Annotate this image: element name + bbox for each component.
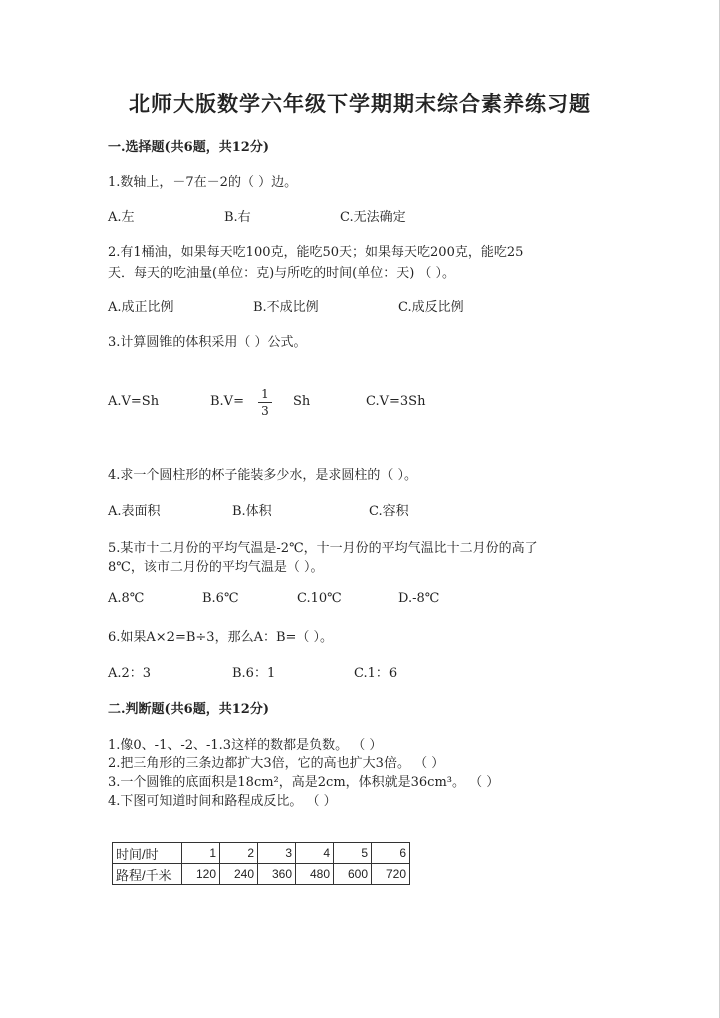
judge-item-3: 3.一个圆锥的底面积是18cm²，高是2cm，体积就是36cm³。 （ ）: [108, 775, 500, 790]
question-3-text: 3.计算圆锥的体积采用（ ）公式。: [108, 335, 307, 350]
q1-option-c[interactable]: C.无法确定: [340, 210, 406, 225]
section-heading-judge: 二.判断题(共6题，共12分): [108, 702, 269, 717]
q2-option-a[interactable]: A.成正比例: [108, 300, 174, 315]
q5-option-a[interactable]: A.8℃: [108, 591, 145, 606]
question-2-line-1: 2.有1桶油，如果每天吃100克，能吃50天；如果每天吃200克，能吃25: [108, 245, 524, 260]
question-4-text: 4.求一个圆柱形的杯子能装多少水，是求圆柱的（ ）。: [108, 468, 418, 483]
fraction-denominator: 3: [261, 404, 269, 418]
page-title: 北师大版数学六年级下学期期末综合素养练习题: [129, 91, 591, 116]
table-row-label: 路程/千米: [113, 864, 182, 885]
table-cell: 120: [182, 864, 220, 885]
table-cell: 720: [372, 864, 410, 885]
section-heading-choice: 一.选择题(共6题，共12分): [108, 140, 269, 155]
question-6-text: 6.如果A×2=B÷3，那么A：B=（ ）。: [108, 630, 334, 645]
judge-item-4: 4.下图可知道时间和路程成反比。 （ ）: [108, 794, 337, 809]
question-5-line-1: 5.某市十二月份的平均气温是-2℃，十一月份的平均气温比十二月份的高了: [108, 541, 538, 556]
q4-option-a[interactable]: A.表面积: [108, 504, 161, 519]
q6-option-b[interactable]: B.6：1: [232, 666, 276, 681]
question-1-text: 1.数轴上，－7在－2的（ ）边。: [108, 175, 298, 190]
table-cell: 1: [182, 843, 220, 864]
table-cell: 480: [296, 864, 334, 885]
q2-option-b[interactable]: B.不成比例: [253, 300, 319, 315]
q6-option-c[interactable]: C.1：6: [354, 666, 398, 681]
table-cell: 6: [372, 843, 410, 864]
q2-option-c[interactable]: C.成反比例: [398, 300, 464, 315]
table-cell: 3: [258, 843, 296, 864]
table-row: [113, 864, 410, 885]
fraction-bar: [258, 402, 272, 403]
question-2-line-2: 天．每天的吃油量(单位：克)与所吃的时间(单位：天) （ ）。: [108, 266, 456, 281]
q4-option-c[interactable]: C.容积: [369, 504, 409, 519]
table-row: [113, 843, 410, 864]
question-5-line-2: 8℃，该市二月份的平均气温是（ ）。: [108, 560, 324, 575]
q3-option-b[interactable]: B.V=: [210, 394, 244, 409]
q5-option-b[interactable]: B.6℃: [202, 591, 239, 606]
q3-option-c[interactable]: C.V=3Sh: [366, 394, 426, 409]
q6-option-a[interactable]: A.2：3: [108, 666, 152, 681]
time-distance-table: [112, 842, 410, 885]
table-cell: 240: [220, 864, 258, 885]
fraction-one-third: [258, 387, 272, 418]
fraction-numerator: 1: [261, 387, 269, 401]
table-cell: 360: [258, 864, 296, 885]
q3-option-a[interactable]: A.V=Sh: [108, 394, 160, 409]
table-cell: 4: [296, 843, 334, 864]
q1-option-b[interactable]: B.右: [224, 210, 251, 225]
table-cell: 5: [334, 843, 372, 864]
q4-option-b[interactable]: B.体积: [232, 504, 272, 519]
table-cell: 600: [334, 864, 372, 885]
q5-option-d[interactable]: D.-8℃: [398, 591, 440, 606]
q1-option-a[interactable]: A.左: [108, 210, 135, 225]
judge-item-2: 2.把三角形的三条边都扩大3倍，它的高也扩大3倍。 （ ）: [108, 756, 445, 771]
table-row-label: 时间/时: [113, 843, 182, 864]
judge-item-1: 1.像0、-1、-2、-1.3这样的数都是负数。 （ ）: [108, 738, 383, 753]
q3-option-b-suffix: Sh: [293, 394, 311, 409]
table-cell: 2: [220, 843, 258, 864]
q5-option-c[interactable]: C.10℃: [297, 591, 342, 606]
